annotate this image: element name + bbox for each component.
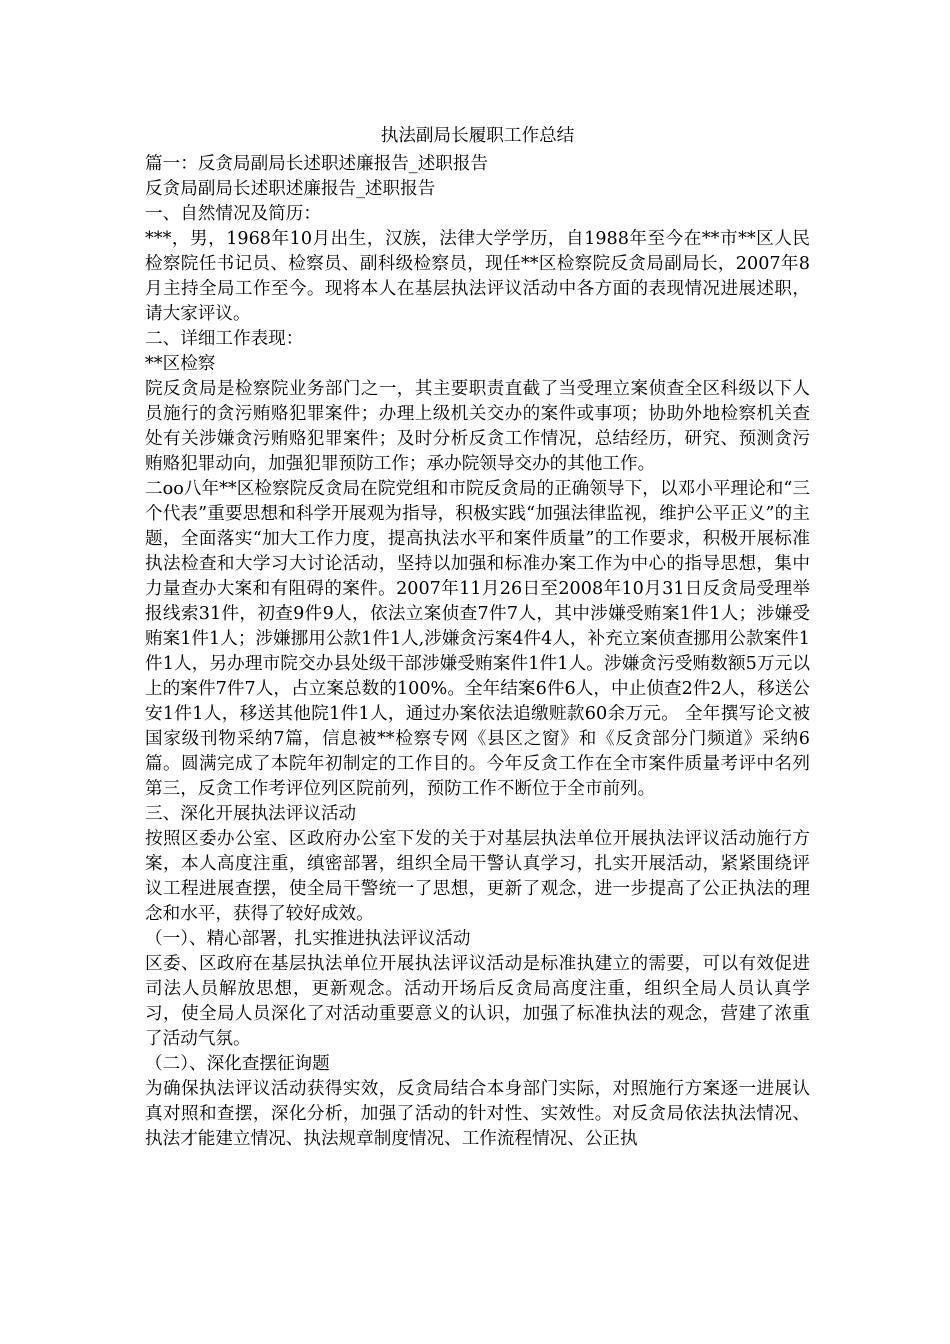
subsection-heading-two: （二）、深化查摆征询题	[145, 1054, 330, 1074]
paragraph-achievements: 二oo八年**区检察院反贪局在院党组和市院反贪局的正确领导下，以邓小平理论和“三个代表”重要思想和科学开展观为指导，积极实践“加强法律监视，维护公平正义”的主题，全面落实“加大工作力度，提高执法水平和案件质量”的工作要求，积极开展标准执法检查和大学习大讨论活动，坚持以加强和标准办案工作为中心的指导思想，集中力量查办大案和有阻碍的案件。2007年11月26日至2008年10月31日反贪局受理举报线索31件，初查9件9人，依法立案侦查7件7人，其中涉嫌受贿案1件1人；涉嫌受贿案1件1人；涉嫌挪用公款1件1人,涉嫌贪污案4件4人，补充立案侦查挪用公款案件1件1人，另办理市院交办县处级干部涉嫌受贿案件1件1人。涉嫌贪污受贿数额5万元以上的案件7件7人，占立案总数的100%。全年结案6件6人，中止侦查2件2人，移送公安1件1人，移送其他院1件1人，通过办案依法追缴赃款60余万元。 全年撰写论文被国家级刊物采纳7篇，信息被**检察专网《县区之窗》和《反贪部分门频道》采纳6篇。圆满完成了本院年初制定的工作目的。今年反贪工作在全市案件质量考评中名列第三，反贪工作考评位列区院前列，预防工作不断位于全市前列。	[145, 479, 810, 799]
report-subtitle: 反贪局副局长述职述廉报告_述职报告	[145, 179, 436, 199]
paragraph-district-label: **区检察	[145, 354, 216, 374]
section-heading-article-one: 篇一：反贪局副局长述职述廉报告_述职报告	[145, 154, 489, 174]
paragraph-background: ***，男，1968年10月出生，汉族，法律大学学历，自1988年至今在**市**区人民检察院任书记员、检察员、副科级检察员，现任**区检察院反贪局副局长，2007年8月主持全局工作至今。现将本人在基层执法评议活动中各方面的表现情况进展述职，请大家评议。	[145, 229, 810, 324]
section-heading-evaluation: 三、深化开展执法评议活动	[145, 804, 357, 824]
subsection-heading-one: （一）、精心部署，扎实推进执法评议活动	[145, 929, 471, 949]
document-title: 执法副局长履职工作总结	[380, 126, 575, 146]
document-page	[145, 124, 810, 1152]
paragraph-duties: 院反贪局是检察院业务部门之一，其主要职责直截了当受理立案侦查全区科级以下人员施行的贪污贿赂犯罪案件；办理上级机关交办的案件或事项；协助外地检察机关查处有关涉嫌贪污贿赂犯罪案件；及时分析反贪工作情况，总结经历，研究、预测贪污贿赂犯罪动向，加强犯罪预防工作；承办院领导交办的其他工作。	[145, 379, 810, 474]
section-heading-work: 二、详细工作表现：	[145, 329, 304, 349]
paragraph-evaluation: 按照区委办公室、区政府办公室下发的关于对基层执法单位开展执法评议活动施行方案，本人高度注重，缜密部署，组织全局干警认真学习，扎实开展活动，紧紧围绕评议工程进展查摆，使全局干警统一了思想，更新了观念，进一步提高了公正执法的理念和水平，获得了较好成效。	[145, 829, 810, 924]
paragraph-deployment: 区委、区政府在基层执法单位开展执法评议活动是标准执建立的需要，可以有效促进司法人员解放思想，更新观念。活动开场后反贪局高度注重，组织全局人员认真学习，使全局人员深化了对活动重要意义的认识，加强了标准执法的观念，营建了浓重了活动气氛。	[145, 954, 810, 1049]
paragraph-inspection: 为确保执法评议活动获得实效，反贪局结合本身部门实际，对照施行方案逐一进展认真对照和查摆，深化分析，加强了活动的针对性、实效性。对反贪局依法执法情况、执法才能建立情况、执法规章制度情况、工作流程情况、公正执	[145, 1079, 810, 1149]
section-heading-background: 一、自然情况及简历：	[145, 204, 321, 224]
